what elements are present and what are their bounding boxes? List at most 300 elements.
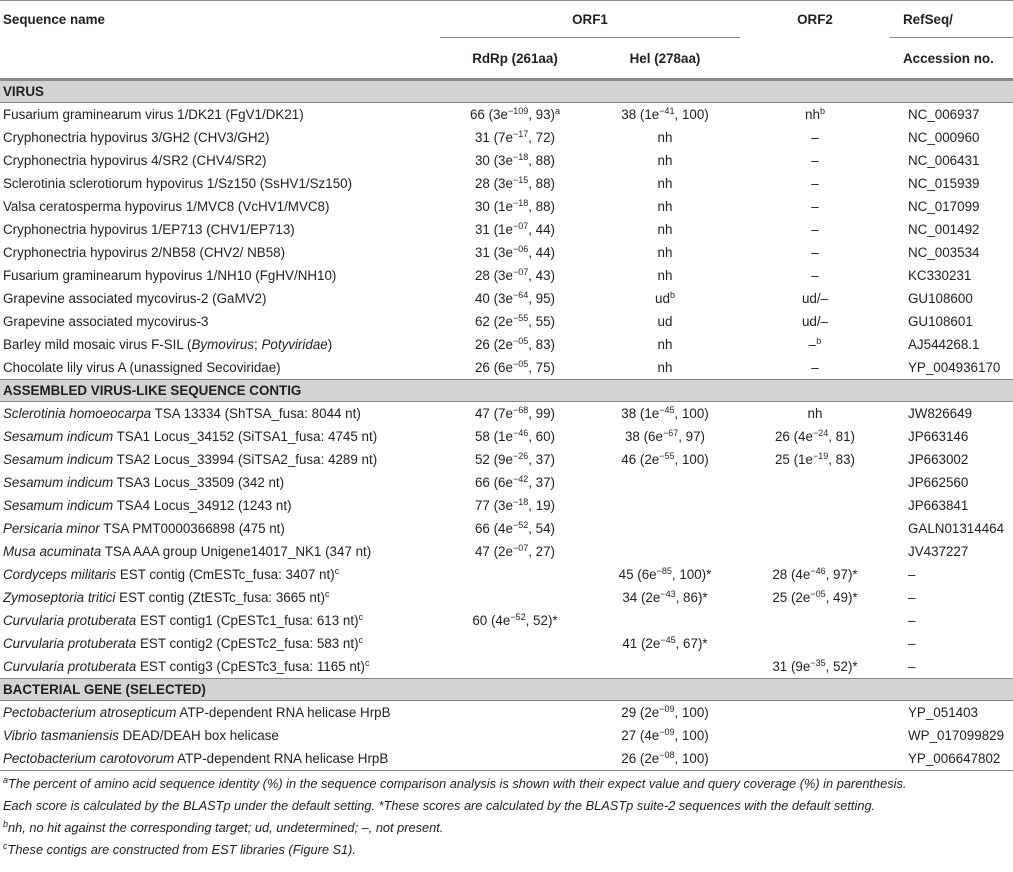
- sequence-name: [0, 655, 440, 678]
- table-row: [0, 448, 1013, 471]
- orf2-score: [740, 172, 890, 195]
- species-name: Pectobacterium atrosepticum: [3, 705, 177, 720]
- table-row: [0, 540, 1013, 563]
- orf2-score-value: –: [811, 199, 819, 214]
- accession-text: NC_000960: [908, 130, 980, 145]
- accession-text: JW826649: [908, 406, 973, 421]
- hel-score: [590, 517, 740, 540]
- accession-text: YP_004936170: [908, 360, 1001, 375]
- orf2-score: [740, 218, 890, 241]
- accession-number: [890, 632, 1013, 655]
- hel-score-value: 45 (6e: [618, 567, 657, 582]
- accession-text: YP_051403: [908, 705, 978, 720]
- orf2-score-tail: , 52)*: [825, 659, 858, 674]
- table-row: [0, 494, 1013, 517]
- accession-text: GU108600: [908, 291, 973, 306]
- hel-score: [590, 172, 740, 195]
- header-orf1-label: ORF1: [572, 11, 608, 27]
- species-name: Curvularia protuberata: [3, 636, 137, 651]
- rdrp-score-value: 58 (1e: [474, 429, 513, 444]
- table-row: [0, 655, 1013, 678]
- species-name: Curvularia protuberata: [3, 613, 137, 628]
- accession-text: JV437227: [908, 544, 969, 559]
- species-name: Musa acuminata: [3, 544, 102, 559]
- rdrp-score: [440, 448, 590, 471]
- hel-score-tail: , 100): [674, 452, 709, 467]
- accession-number: [890, 333, 1013, 356]
- species-name: Persicaria minor: [3, 521, 100, 536]
- rdrp-score: [440, 425, 590, 448]
- footnote-c-text: These contigs are constructed from EST libraries (Figure S1).: [7, 842, 356, 857]
- footnote-mark: c: [358, 612, 364, 622]
- table-row: [0, 218, 1013, 241]
- group-bacterial-label: BACTERIAL GENE (SELECTED): [0, 678, 1013, 701]
- rdrp-score-exponent: −55: [512, 313, 529, 323]
- header-rdrp: RdRp (261aa): [440, 38, 590, 80]
- rdrp-score-exponent: −05: [512, 336, 529, 346]
- rdrp-score: [440, 218, 590, 241]
- species-name: Zymoseptoria tritici: [3, 590, 116, 605]
- hel-score-value: nh: [657, 222, 673, 237]
- hel-score: [590, 195, 740, 218]
- accession-text: GU108601: [908, 314, 973, 329]
- orf2-score-exponent: −05: [810, 589, 826, 599]
- rdrp-score: [440, 264, 590, 287]
- table-row: [0, 264, 1013, 287]
- rdrp-score-value: 66 (6e: [474, 475, 513, 490]
- hel-score-value: 46 (2e: [621, 452, 660, 467]
- sequence-name: [0, 448, 440, 471]
- hel-score-value: 38 (1e: [621, 406, 660, 421]
- rdrp-score-tail: , 44): [528, 245, 556, 260]
- sequence-name-text: EST contig (CmESTc_fusa: 3407 nt): [116, 567, 335, 582]
- accession-number: [890, 356, 1013, 379]
- sequence-name-text: TSA2 Locus_33994 (SiTSA2_fusa: 4289 nt): [113, 452, 378, 467]
- sequence-name-text: Grapevine associated mycovirus-2 (GaMV2): [3, 291, 267, 306]
- sequence-name: [0, 517, 440, 540]
- hel-score-value: 29 (2e: [621, 705, 660, 720]
- hel-score-value: nh: [657, 245, 673, 260]
- orf2-score: [740, 425, 890, 448]
- orf2-score: [740, 241, 890, 264]
- species-name: Sesamum indicum: [3, 475, 114, 490]
- rdrp-score-value: 77 (3e: [474, 498, 513, 513]
- orf2-score: [740, 563, 890, 586]
- accession-text: YP_006647802: [908, 751, 1001, 766]
- orf2-score: [740, 149, 890, 172]
- rdrp-score: [440, 356, 590, 379]
- rdrp-score: [440, 126, 590, 149]
- footnote-a: [0, 773, 1013, 795]
- sequence-name: [0, 218, 440, 241]
- rdrp-score: [440, 563, 590, 586]
- orf2-score-tail: , 83): [828, 452, 856, 467]
- footnote-b-text: nh, no hit against the corresponding target; ud, undetermined; –, not present.: [8, 820, 444, 835]
- accession-number: [890, 241, 1013, 264]
- rdrp-score: [440, 287, 590, 310]
- hel-score-value: nh: [657, 130, 673, 145]
- sequence-name: [0, 609, 440, 632]
- rdrp-score-tail: , 19): [528, 498, 556, 513]
- rdrp-score-tail: , 83): [528, 337, 556, 352]
- orf2-score: [740, 103, 890, 126]
- hel-score: [590, 609, 740, 632]
- rdrp-score-value: 26 (6e: [474, 360, 513, 375]
- table-row: [0, 333, 1013, 356]
- rdrp-score: [440, 402, 590, 425]
- hel-score-exponent: −43: [660, 589, 676, 599]
- hel-score-tail: , 100): [674, 728, 709, 743]
- orf2-score-tail: , 81): [828, 429, 856, 444]
- rdrp-score: [440, 195, 590, 218]
- sequence-name: [0, 149, 440, 172]
- table-row: [0, 402, 1013, 425]
- table-row: [0, 103, 1013, 126]
- group-virus-cell: [0, 79, 1013, 103]
- orf2-score: [740, 747, 890, 771]
- hel-score: [590, 425, 740, 448]
- orf2-score-tail: , 49)*: [825, 590, 858, 605]
- table-row: [0, 241, 1013, 264]
- accession-number: [890, 701, 1013, 724]
- hel-score-tail: , 100): [674, 406, 709, 421]
- rdrp-score-tail: , 52)*: [525, 613, 558, 628]
- orf2-score: [740, 264, 890, 287]
- hel-score-exponent: −67: [662, 428, 679, 438]
- hel-score-footnote-mark: b: [669, 290, 675, 300]
- hel-score-value: nh: [657, 360, 673, 375]
- table-body: [0, 79, 1013, 771]
- table-row: [0, 517, 1013, 540]
- hel-score: [590, 701, 740, 724]
- sequence-name-text: Cryphonectria hypovirus 2/NB58 (CHV2/ NB58): [3, 245, 286, 260]
- sequence-name-end: ): [327, 337, 333, 352]
- group-assembled: [0, 379, 1013, 402]
- hel-score: [590, 264, 740, 287]
- sequence-name-text: EST contig (ZtESTc_fusa: 3665 nt): [115, 590, 325, 605]
- sequence-name-text: EST contig1 (CpESTc1_fusa: 613 nt): [136, 613, 359, 628]
- hel-score-tail: , 100): [674, 107, 709, 122]
- sequence-name-text: DEAD/DEAH box helicase: [118, 728, 279, 743]
- rdrp-score-tail: , 88): [528, 176, 556, 191]
- accession-number: [890, 586, 1013, 609]
- rdrp-score-value: 62 (2e: [474, 314, 513, 329]
- hel-score-value: nh: [657, 199, 673, 214]
- orf2-score-value: 26 (4e: [774, 429, 813, 444]
- rdrp-score-tail: , 72): [528, 130, 556, 145]
- orf2-score-value: –: [811, 176, 819, 191]
- accession-number: [890, 448, 1013, 471]
- rdrp-score: [440, 747, 590, 771]
- table-row: [0, 471, 1013, 494]
- species-name: Sclerotinia homoeocarpa: [3, 406, 152, 421]
- accession-text: JP663146: [908, 429, 969, 444]
- orf2-score-value: –: [811, 268, 819, 283]
- hel-score-value: nh: [657, 337, 673, 352]
- rdrp-score-exponent: −18: [512, 497, 529, 507]
- rdrp-score-value: 28 (3e: [474, 268, 513, 283]
- sequence-name: [0, 747, 440, 771]
- accession-number: [890, 724, 1013, 747]
- table-row: [0, 310, 1013, 333]
- orf2-score-value: ud/–: [801, 291, 829, 306]
- hel-score-tail: , 97): [678, 429, 706, 444]
- accession-text: –: [908, 613, 916, 628]
- rdrp-score-tail: , 43): [528, 268, 556, 283]
- table-row: [0, 724, 1013, 747]
- orf2-score: [740, 724, 890, 747]
- hel-score: [590, 218, 740, 241]
- table-row: [0, 425, 1013, 448]
- sequence-name: [0, 356, 440, 379]
- orf2-score: [740, 471, 890, 494]
- rdrp-score: [440, 494, 590, 517]
- orf2-score: [740, 586, 890, 609]
- table-row: [0, 126, 1013, 149]
- group-virus-label: VIRUS: [0, 80, 1013, 103]
- rdrp-score-value: 26 (2e: [474, 337, 513, 352]
- rdrp-score-value: 28 (3e: [474, 176, 513, 191]
- sequence-name: [0, 724, 440, 747]
- orf2-score: [740, 126, 890, 149]
- rdrp-score-footnote-mark: a: [555, 106, 561, 116]
- orf2-score: [740, 402, 890, 425]
- accession-number: [890, 172, 1013, 195]
- header-accession: Accession no.: [890, 38, 1013, 80]
- accession-text: –: [908, 659, 916, 674]
- group-bacterial: [0, 678, 1013, 701]
- hel-score: [590, 471, 740, 494]
- rdrp-score: [440, 609, 590, 632]
- orf2-score-value: nh: [807, 406, 823, 421]
- hel-score-exponent: −09: [659, 727, 675, 737]
- sequence-name: [0, 632, 440, 655]
- species-name: Vibrio tasmaniensis: [3, 728, 119, 743]
- sequence-name: [0, 494, 440, 517]
- orf2-score: [740, 655, 890, 678]
- orf2-score-exponent: −19: [812, 451, 829, 461]
- table-row: [0, 172, 1013, 195]
- accession-number: [890, 471, 1013, 494]
- accession-text: NC_006937: [908, 107, 980, 122]
- accession-number: [890, 517, 1013, 540]
- table-row: [0, 356, 1013, 379]
- orf2-score-value: nh: [805, 107, 820, 122]
- rdrp-score: [440, 149, 590, 172]
- sequence-name: [0, 425, 440, 448]
- hel-score: [590, 310, 740, 333]
- rdrp-score-tail: , 99): [528, 406, 556, 421]
- rdrp-score: [440, 540, 590, 563]
- sequence-name: [0, 287, 440, 310]
- rdrp-score-exponent: −68: [512, 405, 529, 415]
- rdrp-score-exponent: −26: [512, 451, 529, 461]
- hel-score-exponent: −85: [656, 566, 672, 576]
- rdrp-score: [440, 333, 590, 356]
- hel-score-value: nh: [657, 176, 673, 191]
- group-assembled-label: ASSEMBLED VIRUS-LIKE SEQUENCE CONTIG: [0, 379, 1013, 402]
- hel-score: [590, 103, 740, 126]
- sequence-name-text: Barley mild mosaic virus F-SIL (: [3, 337, 192, 352]
- sequence-name: [0, 701, 440, 724]
- group-virus: [0, 79, 1013, 103]
- rdrp-score-exponent: −05: [512, 359, 529, 369]
- orf2-score: [740, 609, 890, 632]
- header-row-1: [0, 1, 1013, 38]
- hel-score-value: 38 (6e: [624, 429, 663, 444]
- hel-score: [590, 632, 740, 655]
- orf2-score: [740, 287, 890, 310]
- sequence-name: [0, 126, 440, 149]
- rdrp-score-value: 40 (3e: [474, 291, 513, 306]
- accession-number: [890, 402, 1013, 425]
- hel-score: [590, 747, 740, 771]
- hel-score: [590, 448, 740, 471]
- hel-score: [590, 356, 740, 379]
- rdrp-score-exponent: −17: [512, 129, 529, 139]
- footnote-c-mark: c: [3, 841, 8, 851]
- group-assembled-cell: [0, 379, 1013, 402]
- hel-score-value: 26 (2e: [621, 751, 660, 766]
- hel-score: [590, 563, 740, 586]
- rdrp-score: [440, 701, 590, 724]
- sequence-name-text: EST contig3 (CpESTc3_fusa: 1165 nt): [136, 659, 365, 674]
- species-name: Pectobacterium carotovorum: [3, 751, 175, 766]
- orf2-score: [740, 356, 890, 379]
- sequence-name-text: Chocolate lily virus A (unassigned Secoviridae): [3, 360, 281, 375]
- sequence-name-sep: ;: [254, 337, 262, 352]
- rdrp-score-tail: , 54): [528, 521, 556, 536]
- hel-score-value: 41 (2e: [622, 636, 661, 651]
- rdrp-score-value: 30 (3e: [474, 153, 513, 168]
- hel-score-exponent: −45: [659, 405, 675, 415]
- rdrp-score: [440, 632, 590, 655]
- hel-score-value: 27 (4e: [621, 728, 660, 743]
- species-name: Sesamum indicum: [3, 498, 114, 513]
- rdrp-score-exponent: −52: [510, 612, 526, 622]
- sequence-name: [0, 471, 440, 494]
- rdrp-score-tail: , 37): [528, 475, 556, 490]
- rdrp-score-exponent: −18: [512, 198, 529, 208]
- table-row: [0, 563, 1013, 586]
- hel-score-tail: , 100): [674, 705, 709, 720]
- table-row: [0, 701, 1013, 724]
- rdrp-score-exponent: −15: [512, 175, 529, 185]
- sequence-name-text: TSA 13334 (ShTSA_fusa: 8044 nt): [151, 406, 361, 421]
- header-row-2: [0, 38, 1013, 80]
- hel-score-value: nh: [657, 153, 673, 168]
- header-blank-orf2: [740, 38, 890, 80]
- accession-text: JP663002: [908, 452, 969, 467]
- rdrp-score: [440, 471, 590, 494]
- hel-score-value: ud: [655, 291, 670, 306]
- orf2-score: [740, 701, 890, 724]
- hel-score-tail: , 67)*: [675, 636, 708, 651]
- footnote-mark: c: [365, 658, 370, 668]
- accession-number: [890, 103, 1013, 126]
- sequence-name: [0, 563, 440, 586]
- sequence-name-text: TSA1 Locus_34152 (SiTSA1_fusa: 4745 nt): [113, 429, 378, 444]
- rdrp-score-value: 60 (4e: [472, 613, 511, 628]
- rdrp-score-exponent: −42: [512, 474, 529, 484]
- rdrp-score-value: 31 (1e: [474, 222, 513, 237]
- sequence-name: [0, 195, 440, 218]
- accession-text: NC_003534: [908, 245, 980, 260]
- accession-number: [890, 747, 1013, 771]
- accession-number: [890, 310, 1013, 333]
- rdrp-score-tail: , 88): [528, 199, 556, 214]
- orf2-score-value: 28 (4e: [772, 567, 811, 582]
- rdrp-score-tail: , 88): [528, 153, 556, 168]
- rdrp-score-exponent: −07: [512, 221, 529, 231]
- orf2-score-value: –: [811, 360, 819, 375]
- header-orf1: [440, 1, 740, 38]
- orf2-score-value: ud/–: [801, 314, 829, 329]
- hel-score: [590, 494, 740, 517]
- accession-text: –: [908, 636, 916, 651]
- hel-score-value: 34 (2e: [622, 590, 661, 605]
- sequence-name-text: ATP-dependent RNA helicase HrpB: [174, 751, 389, 766]
- rdrp-score: [440, 103, 590, 126]
- sequence-name-text: Fusarium graminearum virus 1/DK21 (FgV1/DK21): [3, 107, 304, 122]
- orf2-score: [740, 310, 890, 333]
- orf2-score-exponent: −35: [810, 658, 826, 668]
- sequence-name-text: ATP-dependent RNA helicase HrpB: [176, 705, 391, 720]
- orf2-score-tail: , 97)*: [825, 567, 858, 582]
- footnote-mark: c: [325, 589, 330, 599]
- rdrp-score-exponent: −109: [507, 106, 529, 116]
- species-name: Curvularia protuberata: [3, 659, 137, 674]
- orf2-score-exponent: −46: [810, 566, 826, 576]
- rdrp-score-tail: , 27): [528, 544, 556, 559]
- rdrp-score: [440, 517, 590, 540]
- hel-score-value: nh: [657, 268, 673, 283]
- header-refseq: RefSeq/: [890, 1, 1013, 38]
- sequence-name-text: TSA4 Locus_34912 (1243 nt): [113, 498, 292, 513]
- rdrp-score-value: 47 (2e: [474, 544, 513, 559]
- sequence-name-text: Cryphonectria hypovirus 4/SR2 (CHV4/SR2): [3, 153, 267, 168]
- sequence-name-text: Grapevine associated mycovirus-3: [3, 314, 209, 329]
- orf2-score: [740, 517, 890, 540]
- sequence-name: [0, 540, 440, 563]
- genus-name: Bymovirus: [191, 337, 255, 352]
- hel-score: [590, 149, 740, 172]
- rdrp-score: [440, 310, 590, 333]
- accession-text: NC_017099: [908, 199, 980, 214]
- rdrp-score-tail: , 95): [528, 291, 556, 306]
- orf2-score-value: –: [811, 222, 819, 237]
- accession-number: [890, 655, 1013, 678]
- rdrp-score-tail: , 60): [528, 429, 556, 444]
- species-name: Sesamum indicum: [3, 429, 114, 444]
- sequence-name: [0, 103, 440, 126]
- hel-score: [590, 655, 740, 678]
- table-row: [0, 195, 1013, 218]
- accession-text: –: [908, 590, 916, 605]
- orf2-score-value: 31 (9e: [772, 659, 811, 674]
- rdrp-score: [440, 172, 590, 195]
- sequence-name-text: Sclerotinia sclerotiorum hypovirus 1/Sz150 (SsHV1/Sz150): [3, 176, 353, 191]
- rdrp-score-exponent: −52: [512, 520, 529, 530]
- footnote-a-mark: a: [3, 775, 9, 785]
- sequence-name-text: Cryphonectria hypovirus 1/EP713 (CHV1/EP713): [3, 222, 295, 237]
- sequence-name: [0, 241, 440, 264]
- footnote-mark: c: [358, 635, 364, 645]
- orf2-score-exponent: −24: [812, 428, 829, 438]
- accession-number: [890, 540, 1013, 563]
- sequence-name: [0, 310, 440, 333]
- rdrp-score-exponent: −46: [512, 428, 529, 438]
